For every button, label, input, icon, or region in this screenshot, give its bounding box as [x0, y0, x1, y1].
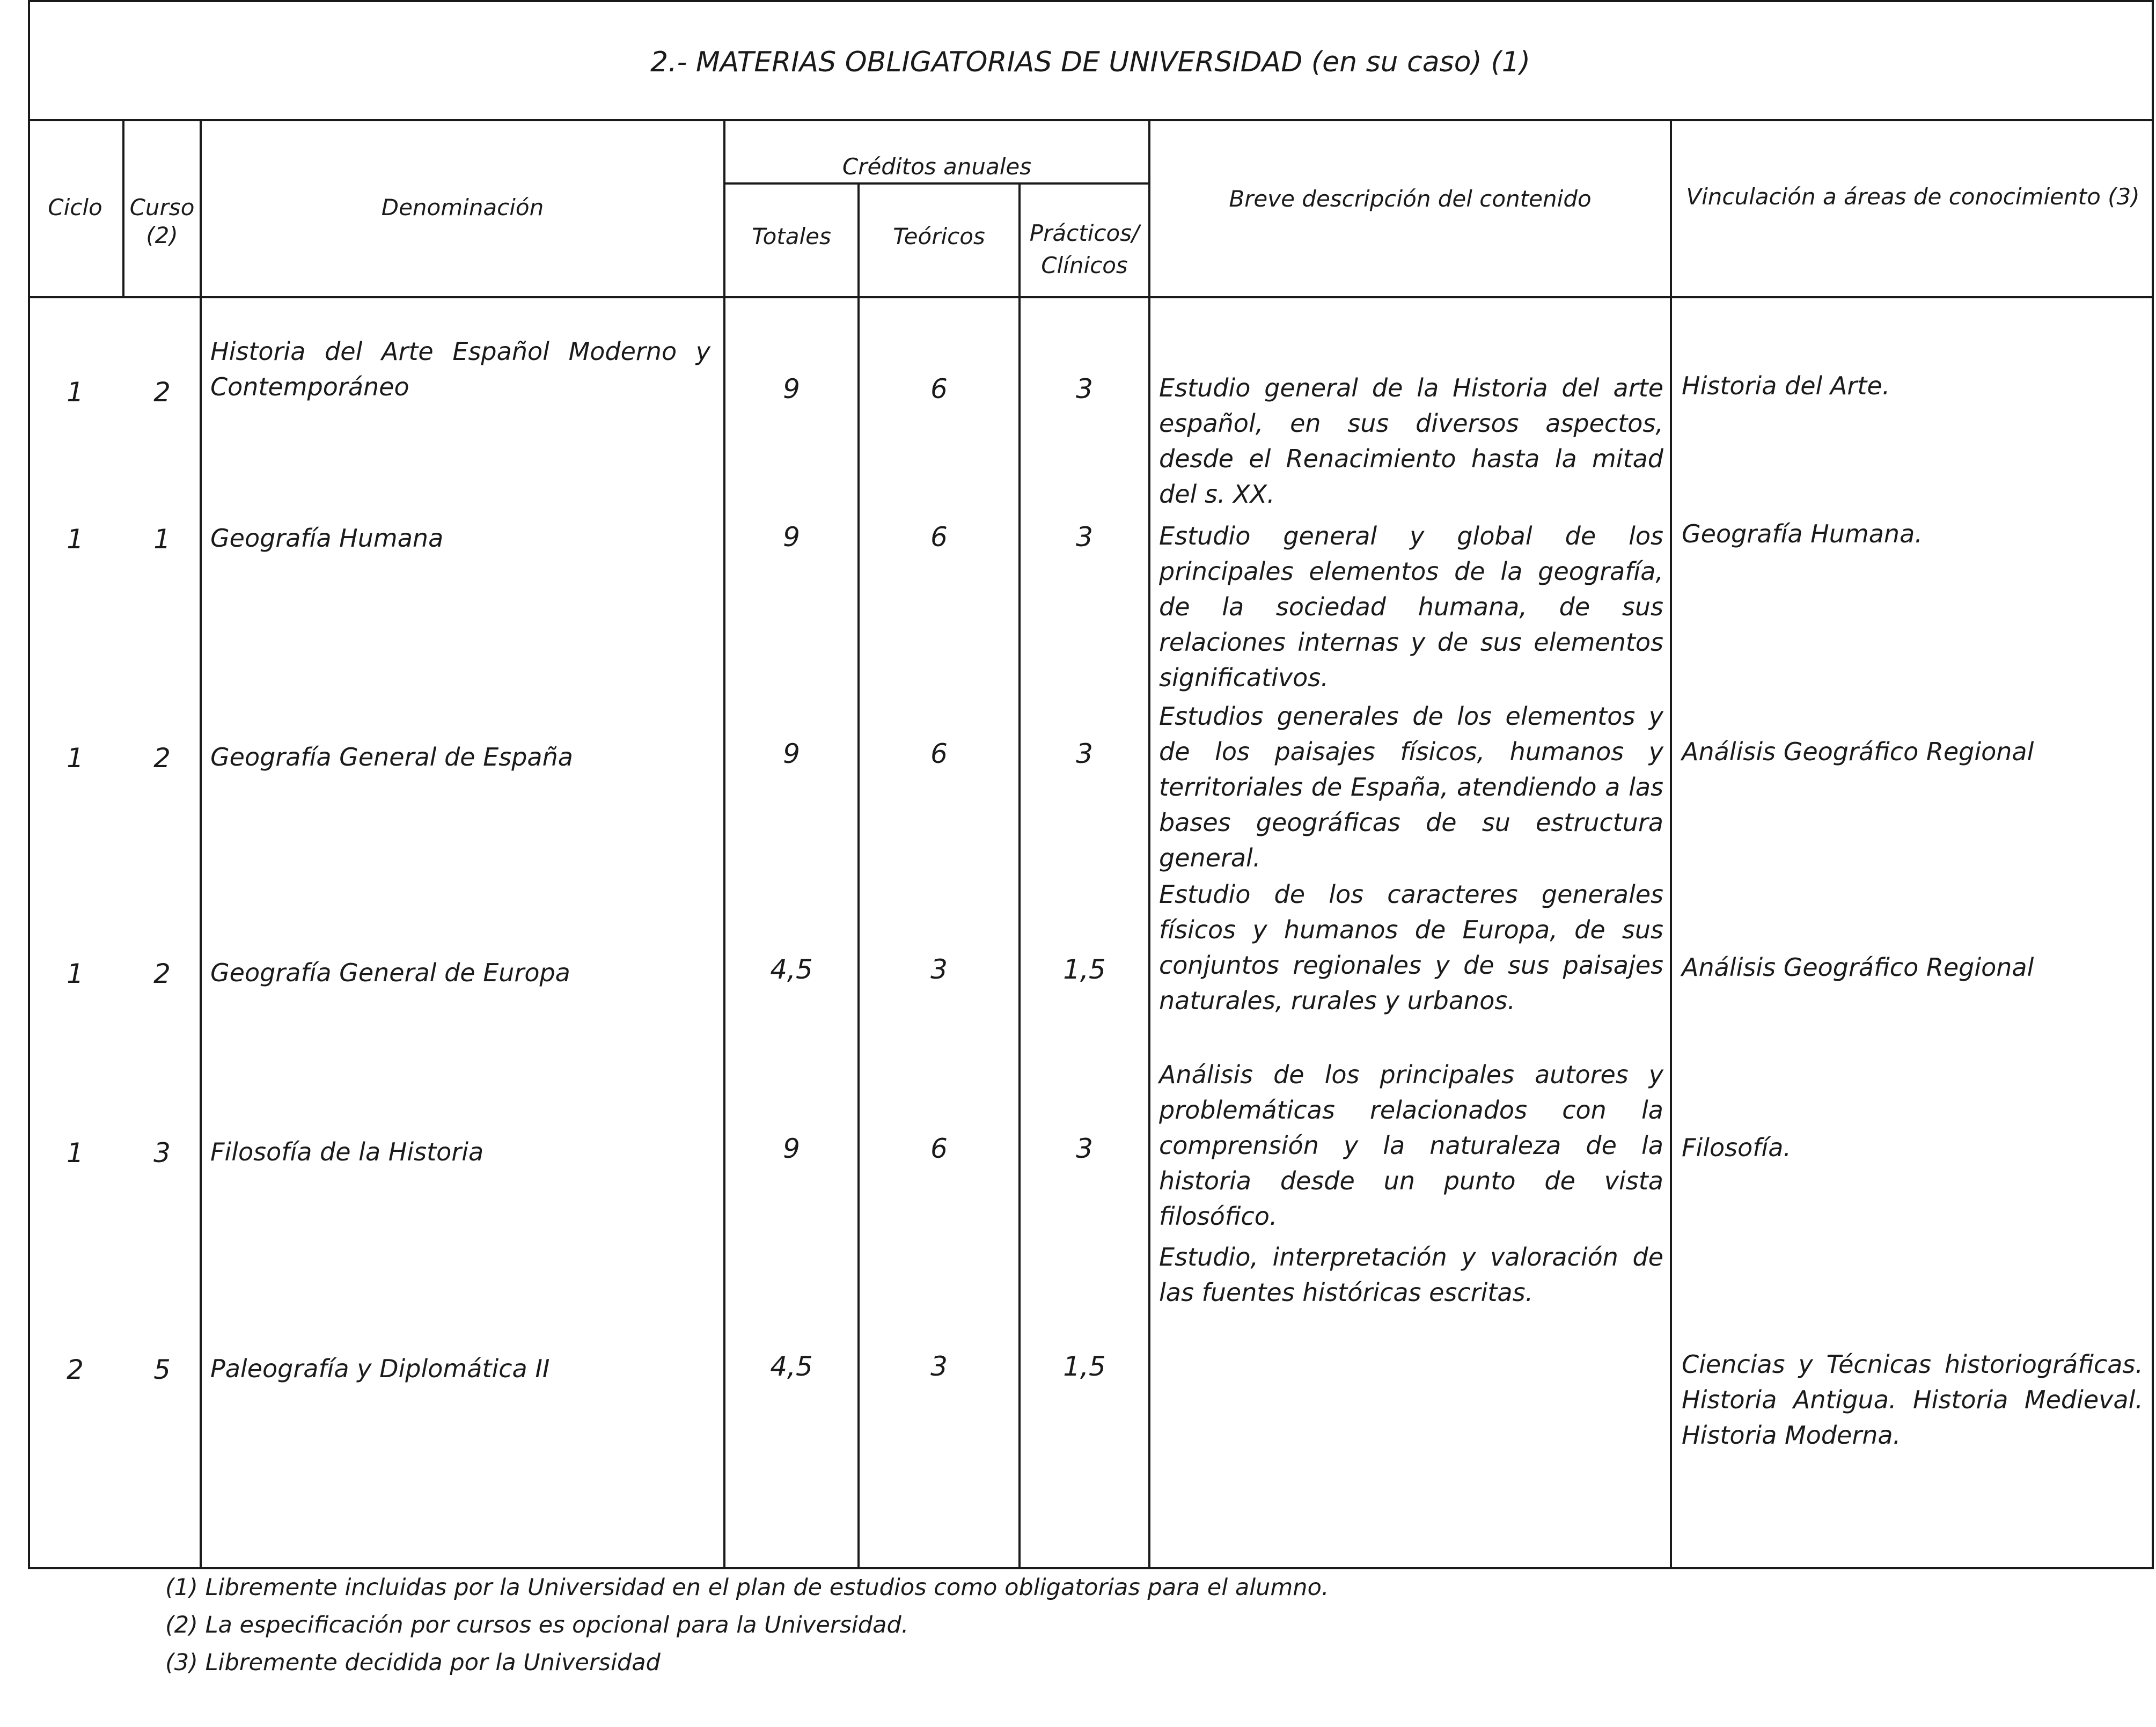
row-vinculacion: Ciencias y Técnicas historiográficas. Historia Antigua. Historia Medieval. Historia Moderna. [1682, 1350, 2143, 1450]
row-curso: 3 [153, 1137, 171, 1169]
col-line-denominacion [723, 119, 725, 1569]
row-descripcion: Estudio general y global de los principales elementos de la geografía, de la sociedad humana, de sus relaciones internas y de sus elementos significativos. [1159, 521, 1663, 692]
row-descripcion: Estudios generales de los elementos y de los paisajes físicos, humanos y territoriales de España, atendiendo a las bases geográficas de su estructura general. [1159, 702, 1663, 872]
row-vinculacion: Geografía Humana. [1682, 519, 1923, 548]
row-practicos: 1,5 [1063, 954, 1106, 985]
row-vinculacion: Filosofía. [1682, 1133, 1792, 1162]
row-ciclo: 1 [67, 743, 84, 774]
row-teoricos: 3 [930, 1351, 948, 1382]
row-ciclo: 1 [67, 958, 84, 989]
row-denominacion: Geografía General de Europa [210, 958, 570, 987]
row-totales: 9 [783, 373, 800, 405]
row-totales: 9 [783, 521, 800, 553]
footnote-3: (3) Libremente decidida por la Universidad [165, 1649, 661, 1676]
row-totales: 9 [783, 738, 800, 769]
header-vinculacion: Vinculación a áreas de conocimiento (3) [1686, 183, 2140, 210]
row-denominacion: Geografía Humana [210, 524, 444, 553]
row-descripcion: Análisis de los principales autores y problemáticas relacionados con la comprensión y la naturaleza de la historia desde un punto de vista filosófico. [1159, 1060, 1663, 1231]
header-denominacion: Denominación [381, 194, 544, 221]
title-divider [28, 119, 2154, 121]
row-ciclo: 1 [67, 377, 84, 408]
row-descripcion: Estudio, interpretación y valoración de las fuentes históricas escritas. [1159, 1243, 1663, 1307]
footnote-2: (2) La especificación por cursos es opcional para la Universidad. [165, 1612, 909, 1638]
row-descripcion: Estudio general de la Historia del arte español, en sus diversos aspectos, desde el Renacimiento hasta la mitad del s. XX. [1159, 373, 1663, 509]
header-creditos-anuales: Créditos anuales [842, 153, 1032, 180]
row-practicos: 3 [1076, 373, 1093, 405]
footnote-1: (1) Libremente incluidas por la Universidad en el plan de estudios como obligatorias para el alumno. [165, 1574, 1329, 1601]
row-totales: 9 [783, 1133, 800, 1164]
row-curso: 2 [153, 958, 171, 989]
header-curso-note: (2) [146, 222, 178, 248]
row-practicos: 3 [1076, 1133, 1093, 1164]
row-teoricos: 6 [930, 1133, 948, 1164]
row-ciclo: 1 [67, 524, 84, 555]
header-practicos: Prácticos/ [1029, 220, 1140, 246]
row-ciclo: 1 [67, 1137, 84, 1169]
header-divider [28, 296, 2154, 298]
row-curso: 2 [153, 377, 171, 408]
row-totales: 4,5 [770, 1351, 813, 1382]
header-teoricos: Teóricos [893, 223, 985, 249]
creditos-divider [723, 182, 1148, 185]
header-clinicos: Clínicos [1041, 252, 1128, 278]
row-teoricos: 6 [930, 521, 948, 553]
row-denominacion: Filosofía de la Historia [210, 1137, 484, 1166]
col-line-curso [200, 119, 202, 1569]
row-vinculacion: Análisis Geográfico Regional [1682, 737, 2034, 766]
row-denominacion: Historia del Arte Español Moderno y Contemporáneo [210, 337, 710, 401]
row-ciclo: 2 [67, 1354, 84, 1385]
row-practicos: 3 [1076, 738, 1093, 769]
header-descripcion: Breve descripción del contenido [1229, 186, 1592, 212]
row-teoricos: 3 [930, 954, 948, 985]
row-descripcion: Estudio de los caracteres generales físicos y humanos de Europa, de sus conjuntos regionales y de sus paisajes naturales, rurales y urbanos. [1159, 880, 1663, 1015]
col-line-practicos [1148, 119, 1150, 1569]
page-title: 2.- MATERIAS OBLIGATORIAS DE UNIVERSIDAD (en su caso) (1) [650, 46, 1530, 78]
row-teoricos: 6 [930, 373, 948, 405]
row-curso: 5 [153, 1354, 171, 1385]
row-practicos: 3 [1076, 521, 1093, 553]
row-denominacion: Geografía General de España [210, 743, 573, 771]
row-curso: 1 [153, 524, 171, 555]
header-totales: Totales [752, 223, 831, 249]
header-curso: Curso [129, 194, 195, 221]
row-vinculacion: Historia del Arte. [1682, 371, 1890, 400]
row-practicos: 1,5 [1063, 1351, 1106, 1382]
col-line-descripcion [1670, 119, 1672, 1569]
row-totales: 4,5 [770, 954, 813, 985]
header-ciclo: Ciclo [48, 194, 102, 221]
row-vinculacion: Análisis Geográfico Regional [1682, 953, 2034, 982]
row-curso: 2 [153, 743, 171, 774]
row-denominacion: Paleografía y Diplomática II [210, 1354, 550, 1383]
row-teoricos: 6 [930, 738, 948, 769]
